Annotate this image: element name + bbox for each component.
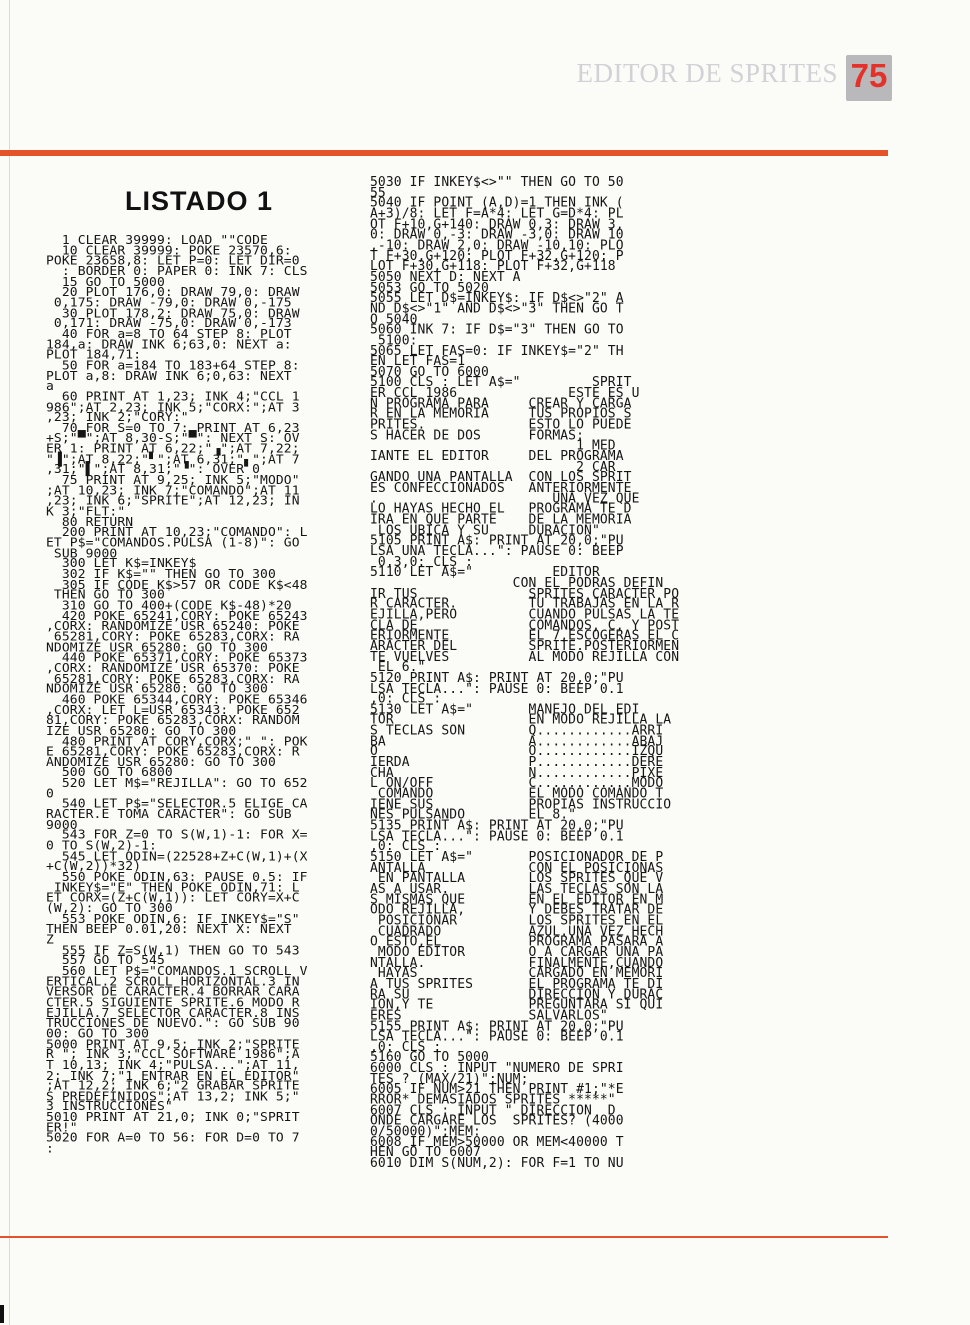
code-line: 5100 CLS : LET A$=" SPRIT [370, 375, 632, 391]
code-line: ERTICAL.2 SCROLL HORIZONTAL.3 IN [46, 974, 300, 990]
code-line: 55 [370, 185, 386, 201]
code-line: 5130 LET A$=" MANEJO DEL EDI [370, 702, 640, 718]
code-column-left [46, 233, 308, 1157]
bottom-rule [0, 1236, 888, 1238]
code-line: LSA TECLA...": PAUSE 0: BEEP 0.1 [370, 1029, 624, 1045]
code-line: 555 IF Z=S(W,1) THEN GO TO 543 [46, 943, 300, 958]
code-line: TES ? (MAX/21)";NUM; [370, 1071, 529, 1087]
code-line: ER CCL 1986 ESTE ES U [370, 386, 640, 401]
code-line: R EN LA MEMORIA TUS PROPIOS S [370, 407, 632, 422]
code-line: 0.3,0: CLS : [370, 554, 474, 570]
code-line: LSA TECLA...": PAUSE 0: BEEP 0.1 [370, 681, 624, 697]
code-line: NDOMIZE USR 65280: GO TO 300 [46, 640, 268, 656]
code-line: 560 LET P$="COMANDOS.1 SCROLL V [46, 964, 308, 979]
code-line: 305 IF CODE K$>57 OR CODE K$<48 [46, 577, 308, 593]
code-line: ,0: CLS : [370, 839, 442, 855]
code-line: CLA DE COMANDOS, C, Y POST [370, 618, 680, 633]
code-line: 553 POKE ODIN,6: IF INKEY$="S" [46, 911, 300, 927]
code-line: SUB 9000 [46, 546, 118, 562]
code-line: : [46, 1141, 54, 1157]
code-line: ANTALLA CON EL POSICIONAS [370, 860, 664, 876]
code-line: TRUCCIONES DE NUEVO.": GO SUB 90 [46, 1016, 300, 1031]
code-line: OT F+10,G+140: DRAW 0,3: DRAW 3, [370, 217, 624, 233]
code-line: 200 PRINT AT 10,23;"COMANDO": L [46, 525, 308, 541]
code-line: GANDO UNA PANTALLA CON LOS SPRIT [370, 470, 632, 486]
code-line: 5150 LET A$=" POSICIONADOR DE P [370, 850, 664, 866]
page-number: 75 [850, 57, 888, 94]
code-line: S TECLAS SON Q............ARRI [370, 723, 664, 739]
code-line: 0,171: DRAW -75,0: DRAW 0,-173 [46, 316, 292, 332]
code-line: T F+30,G+120: PLOT F+32,G+120: P [370, 248, 624, 264]
code-line: IANTE EL EDITOR DEL PROGRAMA [370, 449, 624, 465]
code-line: 0 [46, 786, 54, 802]
code-line: AS A USAR. LAS TECLAS SON LA [370, 881, 664, 897]
code-line: LOT F+30,G+118: PLOT F+32,G+118 [370, 259, 616, 275]
code-line: 1 MED [370, 438, 616, 454]
code-line: 65281,CORY: POKE 65283,CORX: RA [46, 671, 300, 687]
code-line: +C(W,2))*32) [46, 859, 142, 875]
code-line: 30 PLOT 178,2: DRAW 75,0: DRAW [46, 306, 300, 321]
code-line: CTER.5 SIGUIENTE SPRITE.6 MODO R [46, 995, 300, 1011]
code-line: VERSOR DE CARACTER.4 BORRAR CARA [46, 984, 300, 1000]
code-line: RA SU DIRECCION Y DURAC [370, 987, 664, 1003]
code-line: S HACER DE DOS FORMAS: [370, 428, 585, 444]
code-line: ES CONFECCIONADOS ANTERIORMENTE [370, 480, 632, 496]
code-line: LSA UNA TECLA...": PAUSE 0: BEEP [370, 544, 624, 560]
code-line: 81,CORY: POKE 65283,CORX: RANDOM [46, 713, 300, 729]
code-line: 40 FOR a=8 TO 64 STEP 8: PLOT [46, 327, 292, 342]
code-line: 480 PRINT AT CORY,CORX;" ": POK [46, 734, 308, 750]
code-column-right [370, 175, 680, 1172]
code-line: 5060 INK 7: IF D$="3" THEN GO TO [370, 322, 624, 338]
code-line: ER 1: PRINT AT 6,22;"▗";AT 7,22; [46, 441, 300, 457]
code-line: 50 FOR a=184 TO 183+64 STEP 8: [46, 358, 300, 374]
code-line: THEN BEEP 0.01,20: NEXT X: NEXT [46, 922, 292, 938]
code-line: CUADRADO AZUL.UNA VEZ HECH [370, 924, 664, 939]
code-line: CON EL PODRAS DEFIN [370, 575, 664, 591]
code-line: 986";AT 2,23; INK 5;"CORX:";AT 3 [46, 400, 300, 415]
code-line: ,31;"▌";AT 8,31;"▝": OVER 0 [46, 462, 261, 478]
code-line: 1 CLEAR 39999: LOAD ""CODE [46, 233, 268, 248]
code-line: EN PANTALLA LOS SPRITES QUE V [370, 871, 664, 887]
code-line: ;AT 12,2; INK 6;"2 GRABAR SPRITE [46, 1078, 300, 1094]
code-line: +S;"▀";AT 8,30-S;"▀": NEXT S: OV [46, 431, 300, 447]
code-line: 5053 GO TO 5020 [370, 280, 489, 296]
code-line: 65281,CORY: POKE 65283,CORX: RA [46, 629, 300, 645]
code-line: 184,a: DRAW INK 6;63,0: NEXT a: [46, 337, 292, 353]
code-line: ,CORX: RANDOMIZE USR 65240: POKE [46, 619, 300, 635]
code-line: 5065 LET FAS=0: IF INKEY$="2" TH [370, 343, 624, 359]
code-line: 5160 GO TO 5000 [370, 1050, 489, 1066]
code-line: PRITES. ESTO LO PUEDE [370, 417, 632, 433]
code-line: 6005 IF NUM>21 THEN PRINT #1;"*E [370, 1082, 624, 1098]
code-line: 20 PLOT 176,0: DRAW 79,0: DRAW [46, 285, 300, 300]
code-line: (W,2): GO TO 300 [46, 901, 173, 917]
code-line: HAYAS CARGADO EN MEMORI [370, 966, 664, 982]
code-line: 302 IF K$="" THEN GO TO 300 [46, 567, 276, 582]
code-line: 0: DRAW 0,-3: DRAW -3,0: DRAW 10 [370, 227, 624, 243]
code-line: O ESTO,EL PROGRAMA PASARA A [370, 934, 664, 950]
code-line: ERES SALVARLOS" [370, 1008, 608, 1024]
page-edge-line [9, 0, 10, 1325]
code-line: BA A............ABAJ [370, 734, 664, 750]
code-line: ,23; INK 2;"CORY:" [46, 410, 189, 426]
code-line: IR TUS SPRITES CARACTER PO [370, 586, 680, 602]
code-line: 5105 PRINT A$: PRINT AT 20,0;"PU [370, 533, 624, 549]
code-line: IRA EN QUE PARTE DE LA MEMORIA [370, 512, 632, 528]
code-line: 5040 IF POINT (A,D)=1 THEN INK ( [370, 196, 624, 211]
code-line: ,0: CLS : [370, 691, 442, 707]
code-line: 520 LET M$="REJILLA": GO TO 652 [46, 776, 308, 791]
code-line: 5100: [370, 333, 418, 349]
code-line: R CARACTER. TU TRABAJAS EN LA R [370, 597, 680, 612]
code-line: TOR EN MODO REJILLA LA [370, 713, 672, 728]
code-line: 5010 PRINT AT 21,0; INK 0;"SPRIT [46, 1110, 300, 1125]
code-line: S PREDEFINIDOS";AT 13,2; INK 5;" [46, 1089, 300, 1105]
code-line: 5120 PRINT A$: PRINT AT 20,0;"PU [370, 670, 624, 686]
code-line: : BORDER 0: PAPER 0: INK 7: CLS [46, 264, 308, 280]
code-line: POKE 23658,8: LET P=0: LET DIR=0 [46, 253, 300, 269]
code-line: 9000 [46, 817, 78, 833]
section-title: EDITOR DE SPRITES [576, 58, 838, 88]
code-line: 2 CAR [370, 459, 616, 475]
code-line: O O............IZQU [370, 744, 664, 760]
code-line: MODO EDITOR O A CARGAR UNA PA [370, 945, 664, 961]
code-line: 2; INK 7;"1 ENTRAR EN EL EDITOR" [46, 1068, 300, 1084]
code-line: 540 LET P$="SELECTOR.5 ELIGE CA [46, 796, 308, 812]
top-rule [0, 150, 888, 156]
code-line: IENE SUS PROPIAS INSTRUCCIO [370, 797, 672, 813]
code-line: POSICIONAR LOS SPRITES EN EL [370, 913, 664, 929]
code-line: E 65281,CORY: POKE 65283,CORX: R [46, 744, 300, 760]
code-line: RACTER.E TOMA CARACTER": GO SUB [46, 807, 292, 823]
code-line: ANDOMIZE USR 65280: GO TO 300 [46, 755, 276, 770]
code-line: CHA N............PIXE [370, 765, 664, 781]
code-line: A TUS SPRITES EL PROGRAMA TE DI [370, 976, 664, 992]
code-line: EJILLA.7 SELECTOR CARACTER.8 INS [46, 1005, 300, 1021]
code-line: 0/50000)";MEM: [370, 1124, 481, 1140]
code-line: 75 PRINT AT 9,25; INK 5;"MODO" [46, 473, 300, 488]
code-line: 420 POKE 65241,CORY: POKE 65243 [46, 609, 308, 624]
code-line: N PROGRAMA PARA CREAR Y CARGA [370, 396, 632, 412]
code-line: TE VUELVES AL MODO REJILLA CON [370, 649, 680, 665]
code-line: 5135 PRINT A$: PRINT AT 20,0;"PU [370, 818, 624, 834]
code-line: ;AT 10,23; INK 7;"COMANDO";AT 11 [46, 483, 300, 499]
code-line: 545 LET ODIN=(22528+Z+C(W,1)+(X [46, 849, 308, 864]
code-line: ,CORX: RANDOMIZE USR 65370: POKE [46, 661, 300, 676]
code-line: PLOT a,8: DRAW INK 6;0,63: NEXT [46, 368, 292, 384]
code-line: a [46, 379, 54, 394]
code-line: 6010 DIM S(NUM,2): FOR F=1 TO NU [370, 1156, 624, 1172]
code-line: ,23; INK 6;"SPRITE";AT 12,23; IN [46, 494, 300, 509]
code-line: 5155 PRINT A$: PRINT AT 20,0;"PU [370, 1019, 624, 1034]
code-line: ND D$<>"1" AND D$<>"3" THEN GO T [370, 301, 624, 317]
code-line: 550 POKE ODIN,63: PAUSE 0.5: IF [46, 870, 308, 885]
code-line: . UNA VEZ QUE [370, 491, 640, 507]
code-line: ION,Y TE PREGUNTARA SI QUI [370, 997, 664, 1013]
code-line: 6008 IF MEM>50000 OR MEM<40000 T [370, 1135, 624, 1150]
code-line: IZE USR 65280: GO TO 300 [46, 723, 237, 739]
code-line: ERIORMENTE EL 7,ESCOGERAS EL C [370, 628, 680, 644]
code-line: 5050 NEXT D: NEXT A [370, 269, 521, 285]
margin-mark [0, 1305, 4, 1323]
code-line: 5000 PRINT AT 9,5; INK 2;"SPRITE [46, 1037, 300, 1052]
code-line: ,-10: DRAW 2,0: DRAW -10,10: PLO [370, 238, 624, 254]
code-line: NES PULSANDO EL 8." [370, 808, 577, 823]
code-line: PLOT 184,71: [46, 347, 142, 363]
code-line: T 10,13; INK 4;"PULSA...";AT 11, [46, 1058, 300, 1073]
code-line: 543 FOR Z=0 TO S(W,1)-1: FOR X= [46, 828, 308, 844]
code-line: S MISMAS QUE EN EL EDITOR EN M [370, 892, 664, 908]
code-line: NTALLA. FINALMENTE,CUANDO [370, 955, 664, 971]
code-line: 0 TO S(W,2)-1: [46, 838, 157, 854]
code-line: 80 RETURN [46, 515, 134, 530]
code-line: 500 GO TO 6800 [46, 765, 173, 781]
code-line: 6000 CLS : INPUT "NUMERO DE SPRI [370, 1061, 624, 1077]
code-line: 5020 FOR A=0 TO 56: FOR D=0 TO 7 [46, 1131, 300, 1146]
code-line: IERDA P............DERE [370, 755, 664, 771]
code-line: 6007 CLS : INPUT " DIRECCION D [370, 1103, 616, 1119]
code-line: 10 CLEAR 39999: POKE 23570,6: [46, 243, 292, 259]
code-line: 0,175: DRAW -79,0: DRAW 0,-175 [46, 295, 292, 311]
code-line: 5030 IF INKEY$<>"" THEN GO TO 50 [370, 175, 624, 190]
code-line: 70 FOR S=0 TO 7: PRINT AT 6,23 [46, 421, 300, 436]
code-line: 15 GO TO 5000 [46, 274, 165, 290]
code-line: K 3;"FLT:" [46, 504, 126, 520]
code-line: NDOMIZE USR 65280: GO TO 300 [46, 682, 268, 697]
listing-title: LISTADO 1 [125, 186, 274, 216]
code-line: O 5040 [370, 312, 418, 328]
code-line: Z [46, 932, 54, 948]
code-line: ET CORX=(Z+C(W,1)): LET CORY=X+C [46, 890, 300, 906]
code-line: THEN GO TO 300 [46, 588, 165, 603]
code-line: L ON/OFF C............MODO [370, 776, 664, 792]
code-line: 5070 GO TO 6000 [370, 364, 489, 380]
code-line: A+3)/8: LET F=A*4: LET G=D*4: PL [370, 206, 624, 222]
code-line: ER!" [46, 1120, 78, 1136]
code-line: R "; INK 3;"CCL SOFTWARE 1986";A [46, 1047, 300, 1063]
code-line: ARACTER DEL SPRITE.POSTERIORMEN [370, 639, 680, 655]
code-line: EL 6." [370, 660, 426, 676]
code-line: 5055 LET D$=INKEY$: IF D$<>"2" A [370, 291, 624, 306]
code-line: 3 INSTRUCCIONES" [46, 1099, 173, 1115]
code-line: 00: GO TO 300 [46, 1026, 150, 1042]
code-line: ,0: CLS : [370, 1040, 442, 1055]
code-line: 310 GO TO 400+(CODE K$-48)*20 [46, 598, 292, 614]
code-line: LOS UBICA Y SU DURACION" [370, 523, 600, 539]
code-line: ODO REJILLA, Y DEBES TRATAR DE [370, 902, 664, 918]
code-line: LSA TECLA...": PAUSE 0: BEEP 0.1 [370, 829, 624, 844]
code-line: 300 LET K$=INKEY$ [46, 556, 197, 572]
code-line: ET P$="COMANDOS.PULSA (1-8)": GO [46, 535, 300, 551]
code-line: INKEY$="E" THEN POKE ODIN,71: L [46, 880, 300, 896]
code-line: RROR* DEMASIADOS SPRITES *****" [370, 1092, 616, 1108]
code-line: 60 PRINT AT 1,23; INK 4;"CCL 1 [46, 389, 300, 405]
code-line: EN LET FAS=1 [370, 354, 466, 370]
code-line: HEN GO TO 6007 [370, 1145, 481, 1161]
code-line: ,CORX: LET L=USR 65343: POKE 652 [46, 703, 300, 718]
code-line: COMANDO EL MODO COMANDO T [370, 786, 664, 802]
code-line: 557 GO TO 545 [46, 953, 165, 969]
page-number-box [846, 55, 892, 101]
code-line: "▐";AT 8,22;"▘";AT 6,31;"▖";AT 7 [46, 452, 300, 468]
code-line: 440 POKE 65371,CORY: POKE 65373 [46, 650, 308, 666]
code-line: EJILLA,PERO CUANDO PULSAS LA TE [370, 607, 680, 623]
code-line: 5110 LET A$=" EDITOR [370, 565, 600, 581]
code-line: ONDE CARGARE LOS SPRITES? (4000 [370, 1113, 624, 1129]
code-line: LO HAYAS HECHO EL PROGRAMA TE D [370, 502, 632, 517]
code-line: 460 POKE 65344,CORY: POKE 65346 [46, 692, 308, 708]
